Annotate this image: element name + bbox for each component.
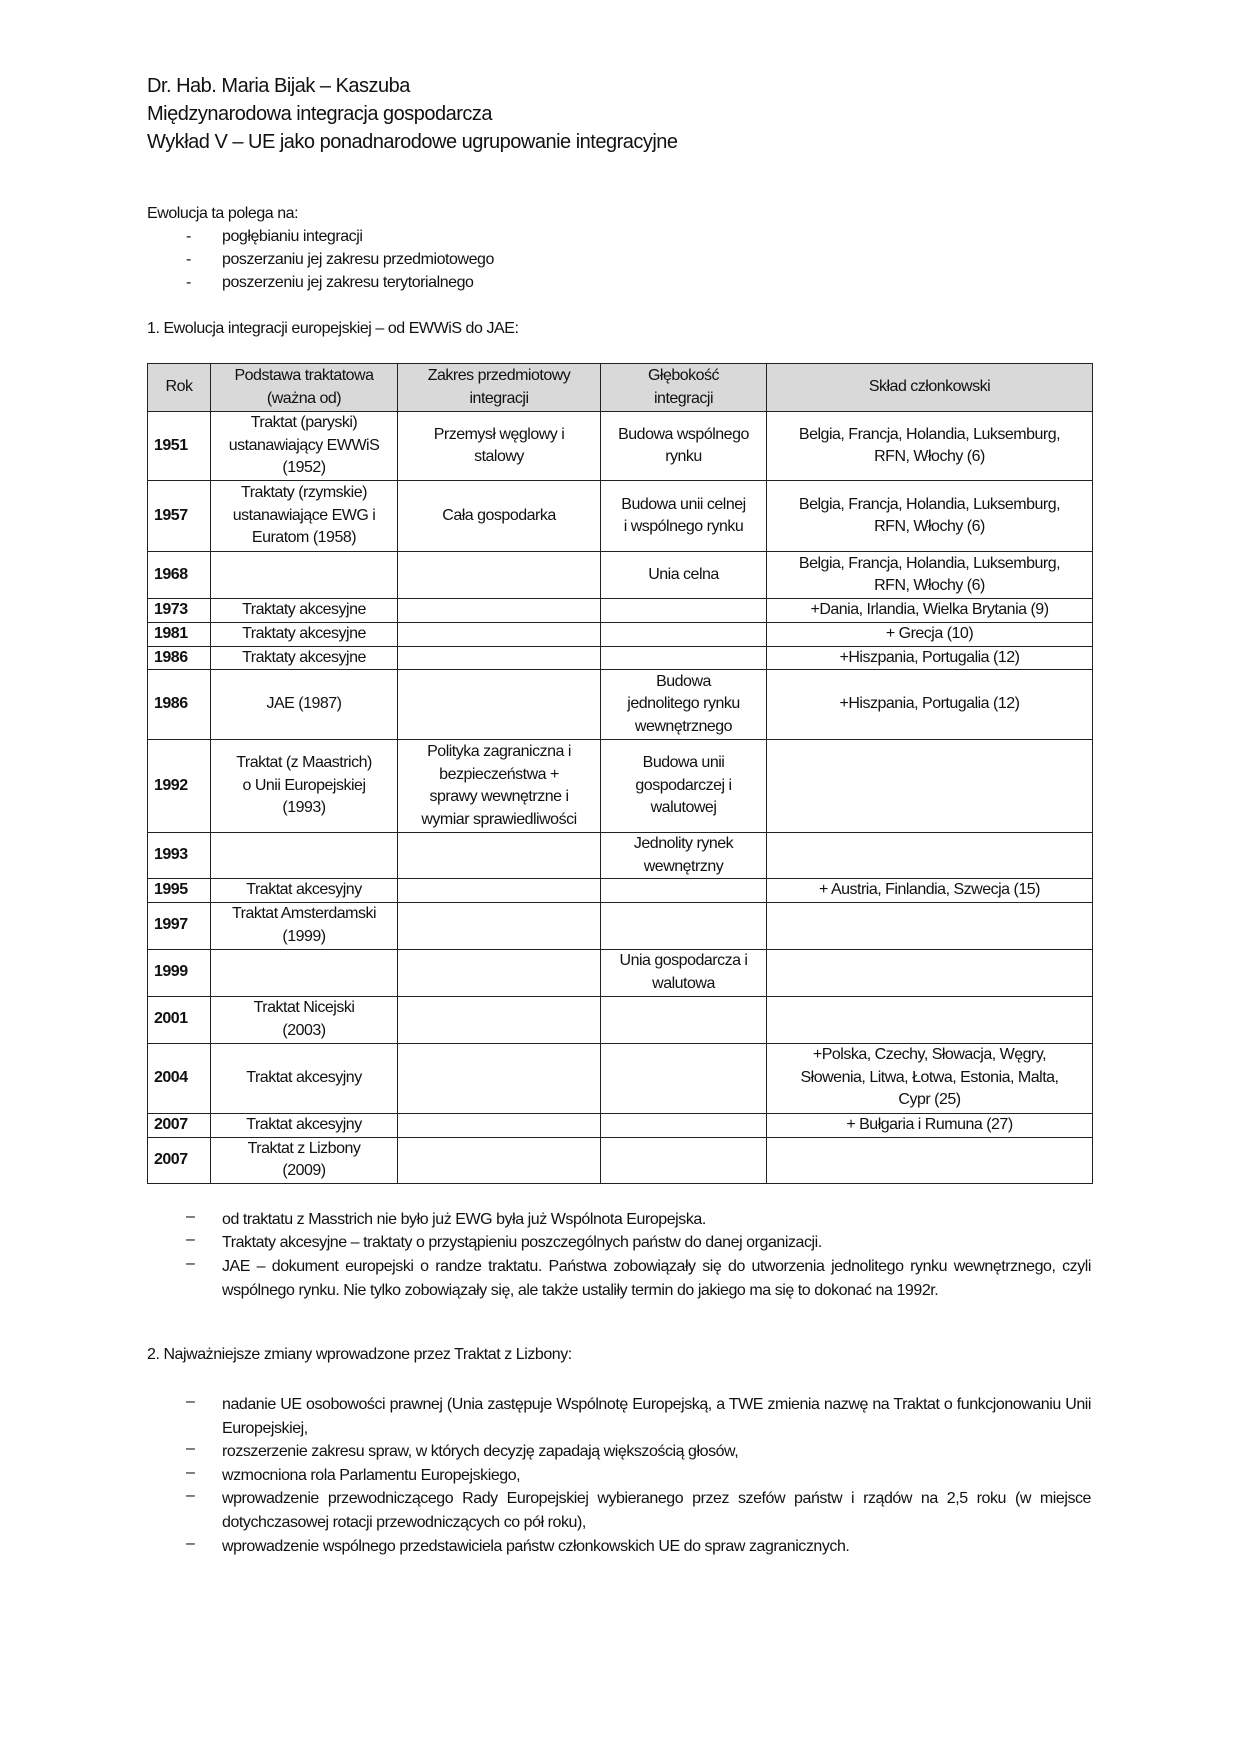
cell-membership	[767, 996, 1093, 1043]
table-row	[148, 833, 1093, 879]
cell-integration-depth: Unia celna	[601, 552, 767, 599]
intro-item: pogłębianiu integracji	[222, 228, 363, 245]
column-header-membership: Skład członkowski	[767, 364, 1093, 412]
bullet-dash: –	[186, 1464, 195, 1481]
change-item: wprowadzenie przewodniczącego Rady Europejskiej wybieranego przez szefów państw i rządów na 2,5 roku (w miejsce dotychczasowej rotacji przewodniczących co pół roku),	[222, 1490, 1091, 1531]
cell-subject-scope	[398, 833, 601, 879]
cell-membership	[767, 740, 1093, 833]
cell-subject-scope	[398, 646, 601, 670]
cell-treaty-basis: Traktat Amsterdamski (1999)	[211, 902, 398, 949]
cell-year: 1968	[148, 552, 211, 599]
cell-integration-depth: Budowa wspólnego rynku	[601, 412, 767, 481]
change-item: rozszerzenie zakresu spraw, w których decyzję zapadają większością głosów,	[222, 1443, 739, 1460]
column-header-subject-scope: Zakres przedmiotowy integracji	[398, 364, 601, 412]
cell-subject-scope	[398, 670, 601, 740]
bullet-dash: -	[186, 274, 192, 291]
section1-heading: 1. Ewolucja integracji europejskiej – od EWWiS do JAE:	[147, 320, 519, 337]
cell-subject-scope	[398, 949, 601, 996]
table-header-row	[148, 364, 1093, 412]
cell-subject-scope: Przemysł węglowy i stalowy	[398, 412, 601, 481]
cell-integration-depth	[601, 902, 767, 949]
cell-integration-depth: Budowa unii celnej i wspólnego rynku	[601, 481, 767, 552]
cell-membership	[767, 949, 1093, 996]
cell-membership: + Grecja (10)	[767, 622, 1093, 646]
section2-heading: 2. Najważniejsze zmiany wprowadzone przez Traktat z Lizbony:	[147, 1346, 572, 1363]
table-row	[148, 646, 1093, 670]
column-header-treaty-basis: Podstawa traktatowa (ważna od)	[211, 364, 398, 412]
cell-membership: Belgia, Francja, Holandia, Luksemburg, RFN, Włochy (6)	[767, 412, 1093, 481]
cell-year: 1981	[148, 622, 211, 646]
cell-year: 1992	[148, 740, 211, 833]
cell-year: 2007	[148, 1113, 211, 1137]
change-item: wzmocniona rola Parlamentu Europejskiego,	[222, 1467, 521, 1484]
cell-treaty-basis: Traktat akcesyjny	[211, 1113, 398, 1137]
cell-integration-depth	[601, 879, 767, 903]
cell-subject-scope	[398, 1043, 601, 1113]
cell-membership	[767, 833, 1093, 879]
cell-membership: +Dania, Irlandia, Wielka Brytania (9)	[767, 599, 1093, 623]
note: JAE – dokument europejski o randze traktatu. Państwa zobowiązały się do utworzenia jednolitego rynku wewnętrznego, czyli wspólnego rynku. Nie tylko zobowiązały się, ale także ustaliły termin do jakiego ma się to dokonać na 1992r.	[222, 1258, 1091, 1299]
cell-year: 2007	[148, 1137, 211, 1183]
cell-integration-depth: Budowa unii gospodarczej i walutowej	[601, 740, 767, 833]
intro-lead: Ewolucja ta polega na:	[147, 205, 299, 222]
table-row	[148, 670, 1093, 740]
table-row	[148, 902, 1093, 949]
column-header-integration-depth: Głębokość integracji	[601, 364, 767, 412]
cell-membership: +Hiszpania, Portugalia (12)	[767, 646, 1093, 670]
cell-integration-depth: Jednolity rynek wewnętrzny	[601, 833, 767, 879]
cell-treaty-basis: Traktaty akcesyjne	[211, 622, 398, 646]
table-row	[148, 552, 1093, 599]
cell-membership: +Hiszpania, Portugalia (12)	[767, 670, 1093, 740]
table-row	[148, 1043, 1093, 1113]
cell-treaty-basis: Traktaty akcesyjne	[211, 646, 398, 670]
cell-subject-scope	[398, 622, 601, 646]
bullet-dash: –	[186, 1487, 195, 1504]
cell-subject-scope: Cała gospodarka	[398, 481, 601, 552]
cell-treaty-basis	[211, 552, 398, 599]
cell-treaty-basis	[211, 949, 398, 996]
note: Traktaty akcesyjne – traktaty o przystąpieniu poszczególnych państw do danej organizacji.	[222, 1234, 822, 1251]
table-row	[148, 996, 1093, 1043]
cell-year: 1986	[148, 646, 211, 670]
cell-integration-depth: Budowa jednolitego rynku wewnętrznego	[601, 670, 767, 740]
cell-subject-scope	[398, 599, 601, 623]
cell-integration-depth	[601, 1043, 767, 1113]
table-row	[148, 481, 1093, 552]
table-row	[148, 879, 1093, 903]
table-row	[148, 1113, 1093, 1137]
cell-integration-depth	[601, 622, 767, 646]
cell-treaty-basis: Traktat z Lizbony (2009)	[211, 1137, 398, 1183]
column-header-year: Rok	[148, 364, 211, 412]
integration-table	[147, 363, 1093, 1184]
cell-integration-depth	[601, 996, 767, 1043]
lecture-title: Wykład V – UE jako ponadnarodowe ugrupowanie integracyjne	[147, 131, 678, 153]
cell-treaty-basis: Traktat Nicejski (2003)	[211, 996, 398, 1043]
cell-integration-depth: Unia gospodarcza i walutowa	[601, 949, 767, 996]
cell-membership	[767, 1137, 1093, 1183]
course-title: Międzynarodowa integracja gospodarcza	[147, 103, 493, 125]
cell-year: 1951	[148, 412, 211, 481]
cell-subject-scope: Polityka zagraniczna i bezpieczeństwa + sprawy wewnętrzne i wymiar sprawiedliwości	[398, 740, 601, 833]
bullet-dash: –	[186, 1393, 195, 1410]
table-row	[148, 622, 1093, 646]
cell-treaty-basis: Traktaty akcesyjne	[211, 599, 398, 623]
cell-treaty-basis: JAE (1987)	[211, 670, 398, 740]
change-item: wprowadzenie wspólnego przedstawiciela państw członkowskich UE do spraw zagranicznych.	[222, 1538, 850, 1555]
cell-treaty-basis: Traktat akcesyjny	[211, 879, 398, 903]
cell-membership: Belgia, Francja, Holandia, Luksemburg, RFN, Włochy (6)	[767, 481, 1093, 552]
intro-item: poszerzaniu jej zakresu przedmiotowego	[222, 251, 494, 268]
cell-membership: +Polska, Czechy, Słowacja, Węgry, Słowenia, Litwa, Łotwa, Estonia, Malta, Cypr (25)	[767, 1043, 1093, 1113]
intro-item: poszerzeniu jej zakresu terytorialnego	[222, 274, 474, 291]
bullet-dash: –	[186, 1440, 195, 1457]
table-row	[148, 412, 1093, 481]
bullet-dash: –	[186, 1255, 195, 1272]
table-row	[148, 599, 1093, 623]
cell-subject-scope	[398, 1113, 601, 1137]
cell-year: 1999	[148, 949, 211, 996]
cell-subject-scope	[398, 1137, 601, 1183]
cell-year: 1993	[148, 833, 211, 879]
bullet-dash: –	[186, 1208, 195, 1225]
cell-subject-scope	[398, 552, 601, 599]
bullet-dash: –	[186, 1231, 195, 1248]
cell-subject-scope	[398, 879, 601, 903]
cell-membership: + Austria, Finlandia, Szwecja (15)	[767, 879, 1093, 903]
cell-year: 2004	[148, 1043, 211, 1113]
cell-treaty-basis: Traktat (paryski) ustanawiający EWWiS (1952)	[211, 412, 398, 481]
bullet-dash: -	[186, 251, 192, 268]
table-row	[148, 949, 1093, 996]
table-row	[148, 740, 1093, 833]
cell-year: 2001	[148, 996, 211, 1043]
cell-treaty-basis: Traktat (z Maastrich) o Unii Europejskiej (1993)	[211, 740, 398, 833]
cell-year: 1986	[148, 670, 211, 740]
cell-integration-depth	[601, 646, 767, 670]
cell-year: 1995	[148, 879, 211, 903]
cell-integration-depth	[601, 1113, 767, 1137]
cell-subject-scope	[398, 902, 601, 949]
cell-year: 1973	[148, 599, 211, 623]
cell-membership: + Bułgaria i Rumuna (27)	[767, 1113, 1093, 1137]
cell-treaty-basis: Traktaty (rzymskie) ustanawiające EWG i Euratom (1958)	[211, 481, 398, 552]
cell-membership	[767, 902, 1093, 949]
author-line: Dr. Hab. Maria Bijak – Kaszuba	[147, 75, 410, 97]
cell-integration-depth	[601, 1137, 767, 1183]
cell-subject-scope	[398, 996, 601, 1043]
table-body	[148, 412, 1093, 1184]
cell-treaty-basis	[211, 833, 398, 879]
cell-integration-depth	[601, 599, 767, 623]
cell-year: 1957	[148, 481, 211, 552]
cell-membership: Belgia, Francja, Holandia, Luksemburg, RFN, Włochy (6)	[767, 552, 1093, 599]
note: od traktatu z Masstrich nie było już EWG była już Wspólnota Europejska.	[222, 1211, 706, 1228]
change-item: nadanie UE osobowości prawnej (Unia zastępuje Wspólnotę Europejską, a TWE zmienia nazwę na Traktat o funkcjonowaniu Unii Europejskiej,	[222, 1396, 1091, 1437]
bullet-dash: –	[186, 1535, 195, 1552]
cell-year: 1997	[148, 902, 211, 949]
table-row	[148, 1137, 1093, 1183]
cell-treaty-basis: Traktat akcesyjny	[211, 1043, 398, 1113]
bullet-dash: -	[186, 228, 192, 245]
